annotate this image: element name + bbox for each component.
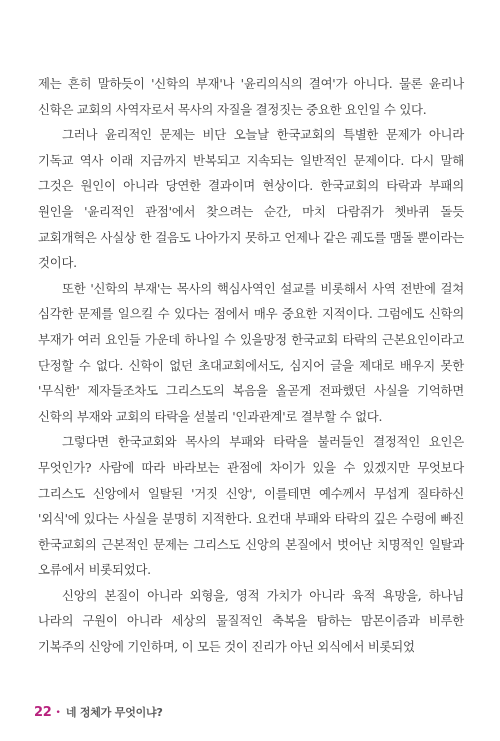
running-title: 네 정체가 무엇이냐?: [65, 706, 163, 719]
bullet-separator: •: [55, 708, 61, 718]
paragraph: 신앙의 본질이 아니라 외형을, 영적 가치가 아니라 육적 욕망을, 하나님 나라의 구원이 아니라 세상의 물질적인 축복을 탐하는 맘몬이즘과 비루한 기복주의 신앙에 기인하며, 이 모든 것이 진리가 아닌 외식에서 비롯되었: [38, 587, 464, 655]
paragraph: 또한 '신학의 부재'는 목사의 핵심사역인 설교를 비롯해서 사역 전반에 걸쳐 심각한 문제를 일으킬 수 있다는 점에서 매우 중요한 지적이다. 그럼에도 신학의 부재가 여러 요인들 가운데 하나일 수 있을망정 한국교회 타락의 근본요인이라고 단정할 수 없다. 신학이 없던 초대교회에서도, 심지어 글을 제대로 배우지 못한 '무식한' 제자들조차도 그리스도의 복음을 올곧게 전파했던 사실을 기억하면 신학의 부재와 교회의 타락을 섣불리 '인과관계'로 결부할 수 없다.: [38, 280, 464, 424]
page-number: 22: [34, 705, 52, 720]
body-text: [38, 71, 464, 660]
page-footer: [34, 704, 163, 720]
paragraph: 그러나 윤리적인 문제는 비단 오늘날 한국교회의 특별한 문제가 아니라 기독교 역사 이래 지금까지 반복되고 지속되는 일반적인 문제이다. 다시 말해 그것은 원인이 아니라 당연한 결과이며 현상이다. 한국교회의 타락과 부패의 원인을 '윤리적인 관점'에서 찾으려는 순간, 마치 다람쥐가 쳇바퀴 돌듯 교회개혁은 사실상 한 걸음도 나아가지 못하고 언제나 같은 궤도를 맴돌 뿐이라는 것이다.: [38, 127, 464, 271]
paragraph-continued: 제는 흔히 말하듯이 '신학의 부재'나 '윤리의식의 결여'가 아니다. 물론 윤리나 신학은 교회의 사역자로서 목사의 자질을 결정짓는 중요한 요인일 수 있다.: [38, 76, 464, 117]
paragraph: 그렇다면 한국교회와 목사의 부패와 타락을 불러들인 결정적인 요인은 무엇인가? 사람에 따라 바라보는 관점에 차이가 있을 수 있겠지만 무엇보다 그리스도 신앙에서 일탈된 '거짓 신앙', 이를테면 예수께서 무섭게 질타하신 '외식'에 있다는 사실을 분명히 지적한다. 요컨대 부패와 타락의 깊은 수렁에 빠진 한국교회의 근본적인 문제는 그리스도 신앙의 본질에서 벗어난 치명적인 일탈과 오류에서 비롯되었다.: [38, 434, 464, 578]
